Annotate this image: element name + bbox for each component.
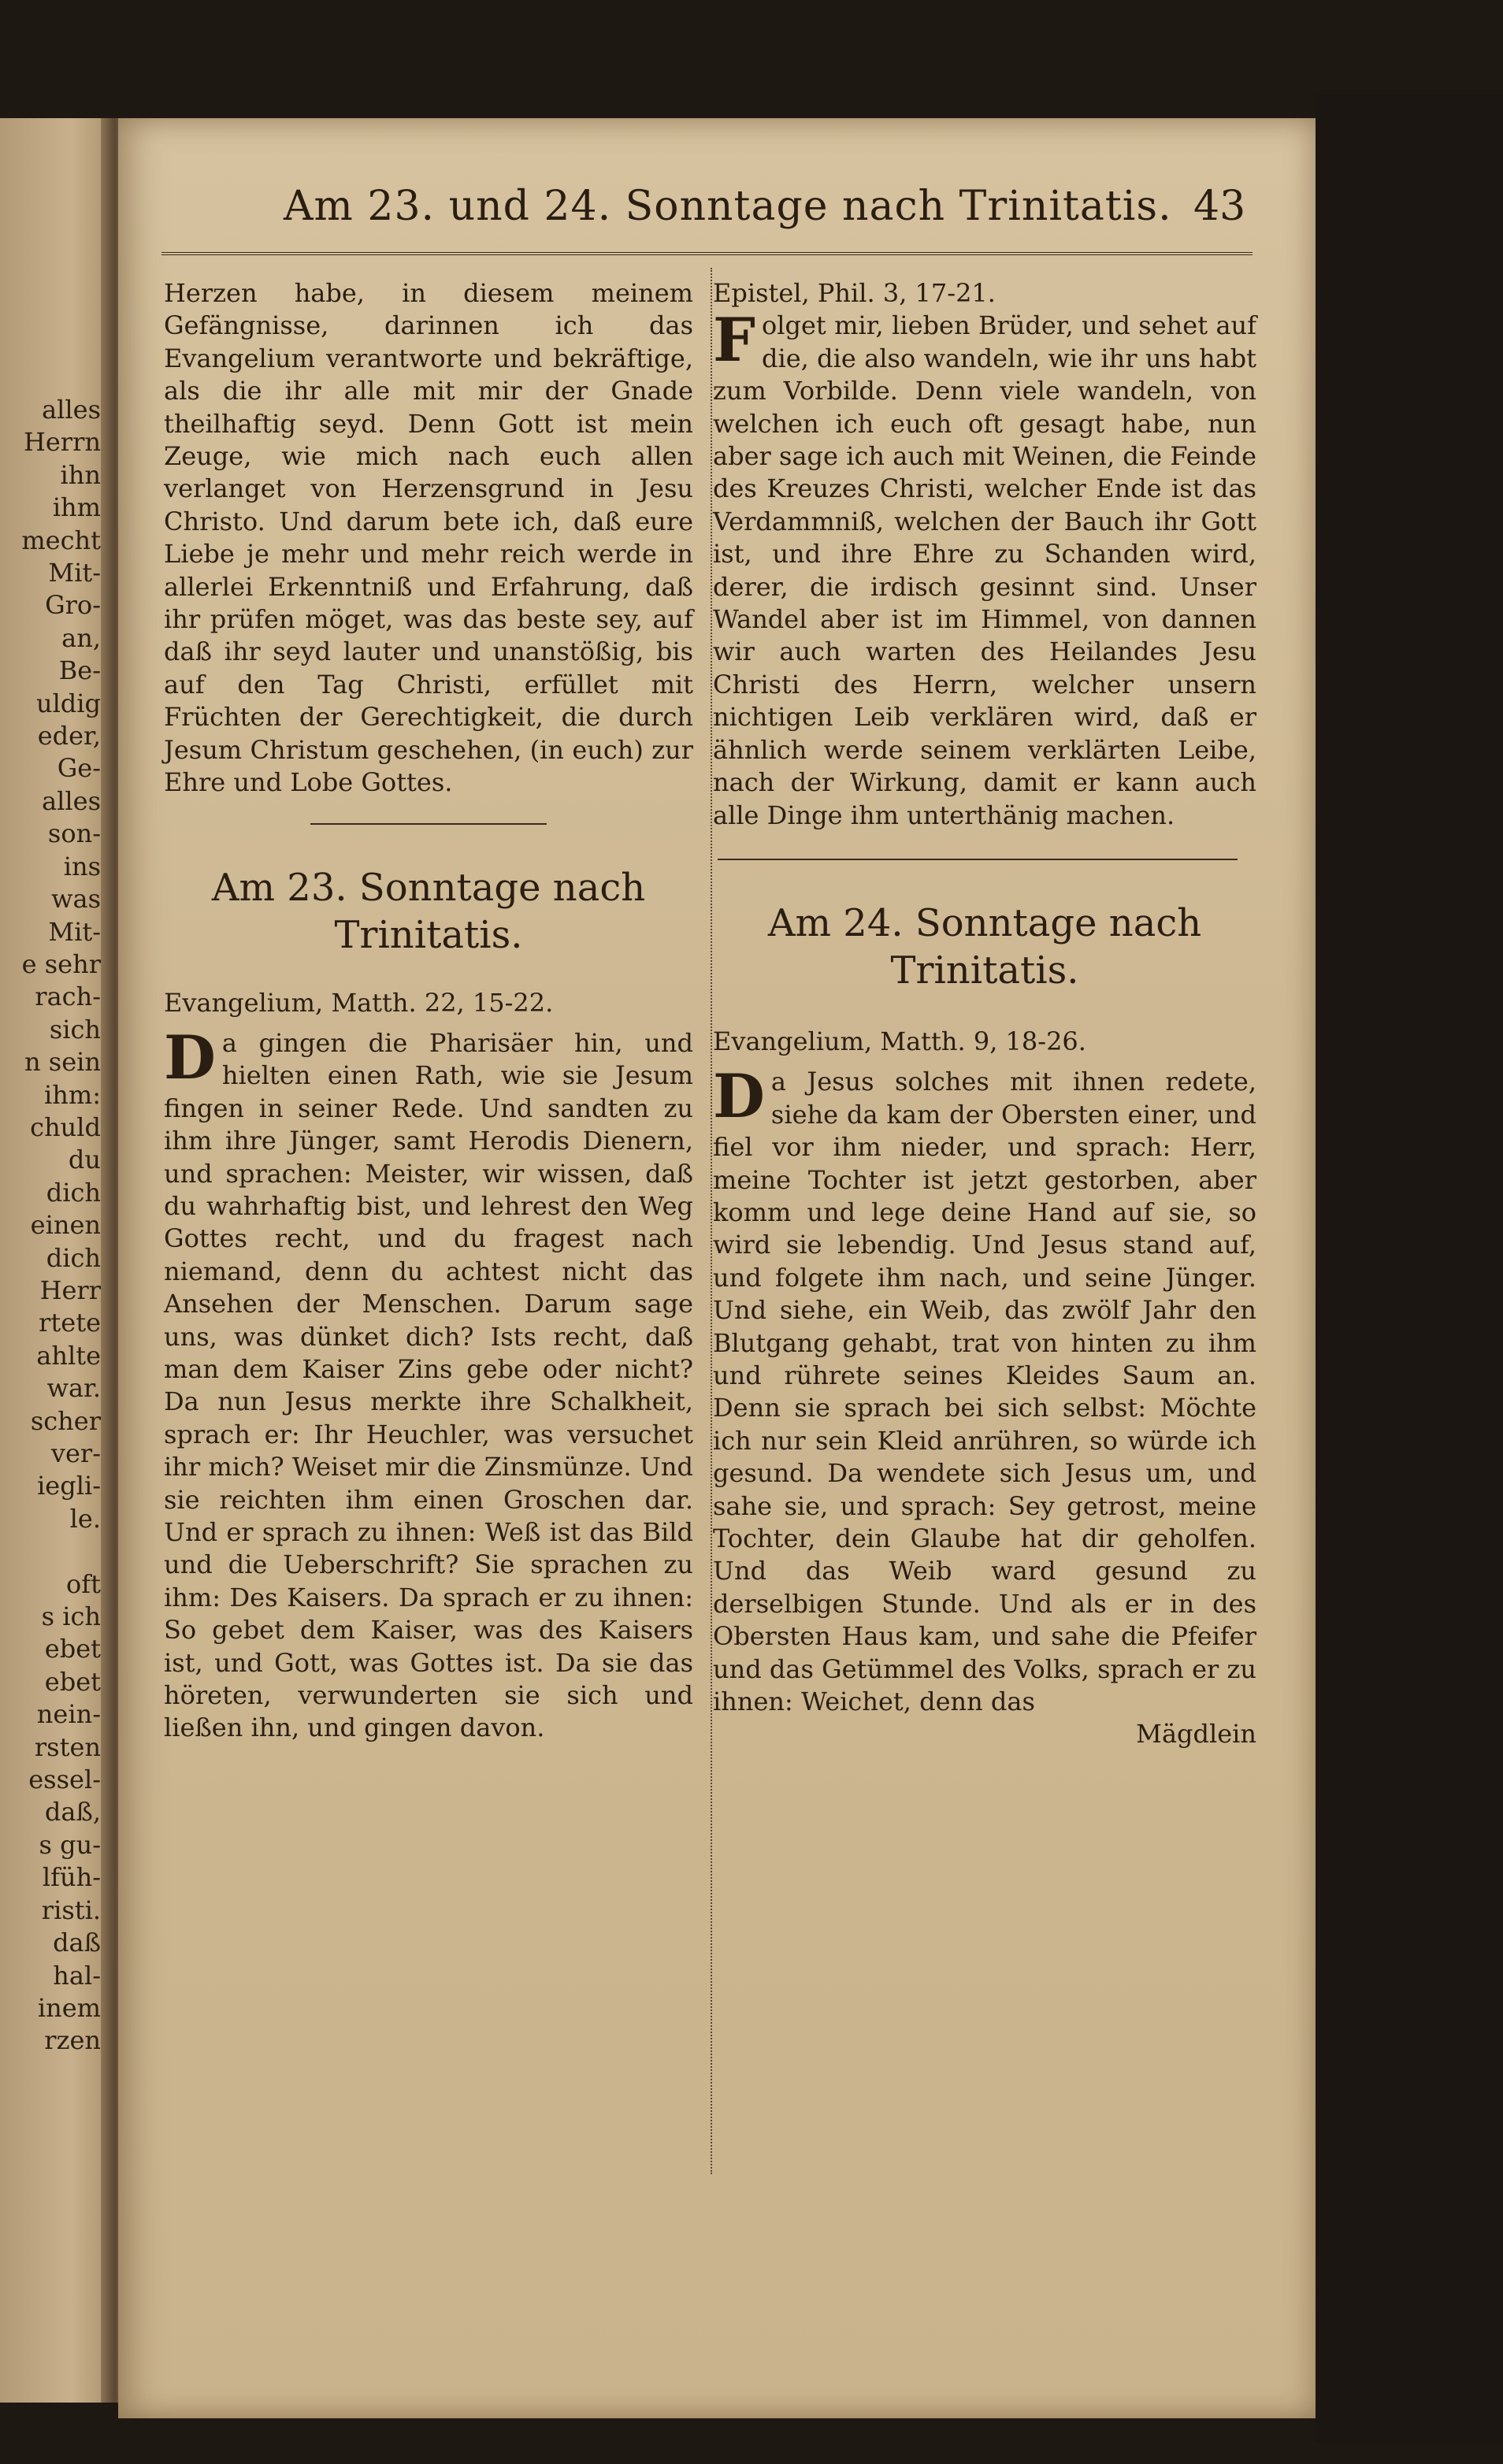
epistle-text <box>713 305 1256 832</box>
section-heading-23: Am 23. Sonntage nach Trinitatis. <box>211 865 646 957</box>
section-heading-24: Am 24. Sonntage nach Trinitatis. <box>767 900 1202 993</box>
epistle-reference: Epistel, Phil. 3, 17-21. <box>713 278 996 308</box>
initial-letter: D <box>164 1022 216 1093</box>
column-divider <box>711 268 712 2174</box>
right-cover-edge <box>1316 95 1503 2442</box>
section-rule <box>310 823 547 825</box>
gospel-body-23: a gingen die Pharisäer hin, und hielten einen Rath, wie sie Jesum fingen in seiner Rede. Und sandten zu ihm ihre Jünger, samt Herodis Dienern, und sprachen: Meister, wir wissen, daß du wahrhaftig bist, und lehrest den Weg Gottes recht, und du fragest nach niemand, denn du achtest nicht das Ansehen der Menschen. Darum sage uns, was dünket dich? Ists recht, daß man dem Kaiser Zins gebe oder nicht? Da nun Jesus merkte ihre Schalkheit, sprach er: Ihr Heuchler, was versuchet ihr mich? Weiset mir die Zinsmünze. Und sie reichten ihm einen Groschen dar. Und er sprach zu ihnen: Weß ist das Bild und die Ueberschrift? Sie sprachen zu ihm: Des Kaisers. Da sprach er zu ihnen: So gebet dem Kaiser, was des Kaisers ist, und Gott, was Gottes ist. Da sie das höreten, verwunderten sie sich und ließen ihn, und gingen davon. <box>164 1027 693 1743</box>
initial-letter: F <box>713 305 755 376</box>
gospel-text-24 <box>713 1061 1256 1718</box>
epistle-continuation: Herzen habe, in diesem meinem Gefängnisse, darinnen ich das Evangelium verantworte und bekräftige, als die ihr alle mit mir der Gnade theilhaftig seyd. Denn Gott ist mein Zeuge, wie mich nach euch allen verlanget von Herzensgrund in Jesu Christo. Und darum bete ich, daß eure Liebe je mehr und mehr reich werde in allerlei Erkenntniß und Erfahrung, daß ihr prüfen möget, was das beste sey, auf daß ihr seyd lauter und unanstößig, bis auf den Tag Christi, erfüllet mit Früchten der Gerechtigkeit, die durch Jesum Christum geschehen, (in euch) zur Ehre und Lobe Gottes. <box>164 278 693 798</box>
gospel-body-24: a Jesus solches mit ihnen redete, siehe da kam der Obersten einer, und fiel vor ihm nieder, und sprach: Herr, meine Tochter ist jetzt gestorben, aber komm und lege deine Hand auf sie, so wird sie lebendig. Und Jesus stand auf, und folgete ihm nach, und seine Jünger. Und siehe, ein Weib, das zwölf Jahr den Blutgang gehabt, trat von hinten zu ihm und rührete seines Kleides Saum an. Denn sie sprach bei sich selbst: Möchte ich nur sein Kleid anrühren, so würde ich gesund. Da wendete sich Jesus um, und sahe sie, und sprach: Sey getrost, meine Tochter, dein Glaube hat dir geholfen. Und das Weib ward gesund zu derselbigen Stunde. Und als er in des Obersten Haus kam, und sahe die Pfeifer und das Getümmel des Volks, sprach er zu ihnen: Weichet, denn das <box>713 1067 1256 1717</box>
catchword: Mägdlein <box>1136 1719 1256 1750</box>
running-title: Am 23. und 24. Sonntage nach Trinitatis. <box>284 183 1172 230</box>
gospel-reference-23: Evangelium, Matth. 22, 15-22. <box>164 987 554 1018</box>
left-column <box>164 277 693 1745</box>
page-number: 43 <box>1193 183 1246 230</box>
gospel-reference-24: Evangelium, Matth. 9, 18-26. <box>713 1026 1086 1056</box>
initial-letter: D <box>713 1061 765 1132</box>
left-page-fragments: alles Herrn ihn ihm mecht Mit- Gro- an, Be- uldig eder, Ge- alles son- ins was Mit- e sehr rach- sich n sein ihm: chuld du dich einen dich Herr rtete ahlte war. scher ver- iegli- le. oft s ich ebet ebet nein- rsten essel- daß, s gu- lfüh- risti. daß hal- inem rzen <box>21 395 101 2056</box>
header-rule <box>161 252 1252 259</box>
epistle-body: olget mir, lieben Brüder, und sehet auf die, die also wandeln, wie ihr uns habt zum Vorbilde. Denn viele wandeln, von welchen ich euch oft gesagt habe, nun aber sage ich auch mit Weinen, die Feinde des Kreuzes Christi, welcher Ende ist das Verdammniß, welchen der Bauch ihr Gott ist, und ihre Ehre zu Schanden wird, derer, die irdisch gesinnt sind. Unser Wandel aber ist im Himmel, von dannen wir auch warten des Heilandes Jesu Christi des Herrn, welcher unsern nichtigen Leib verklären wird, daß er ähnlich werde seinem verklärten Leibe, nach der Wirkung, damit er kann auch alle Dinge ihm unterthänig machen. <box>713 310 1256 830</box>
section-rule <box>718 859 1238 860</box>
gospel-text-23 <box>164 1022 693 1745</box>
right-column <box>713 277 1256 1751</box>
